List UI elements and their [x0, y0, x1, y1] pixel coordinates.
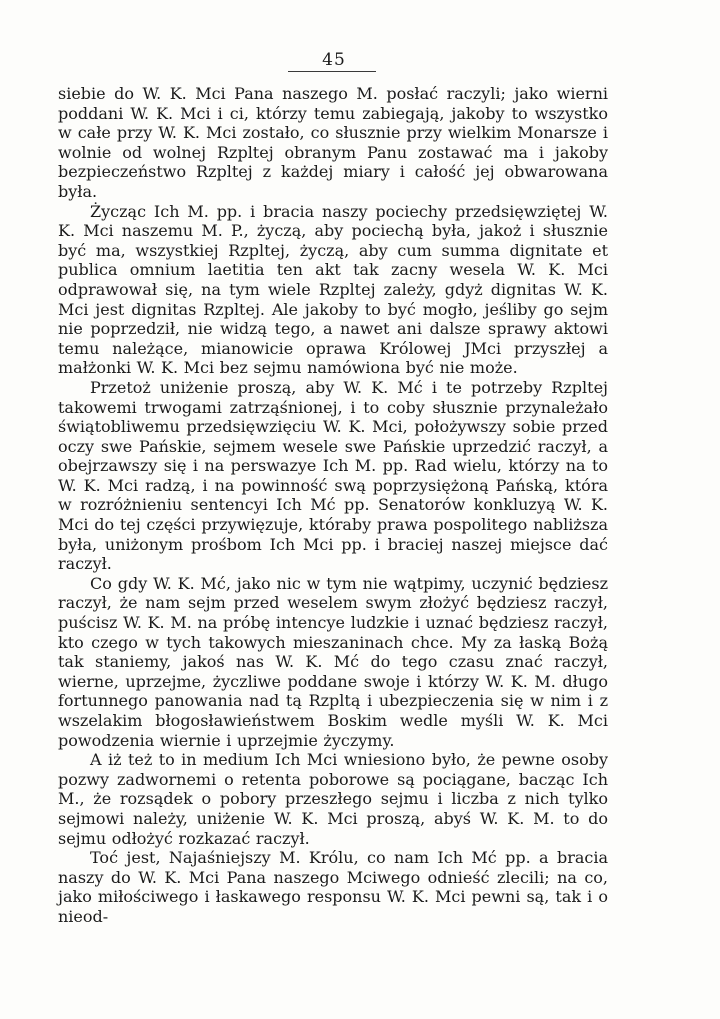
page-number: 45 [322, 50, 346, 70]
paragraph-1: siebie do W. K. Mci Pana naszego M. posłać raczyli; jako wierni poddani W. K. Mci i ci, którzy temu zabiegają, jakoby to wszystko w całe przy W. K. Mci zostało, co słusznie przy wielkim Monarsze i wolnie od wolnej Rzpltej obranym Panu zostawać ma i jakoby bezpieczeństwo Rzpltej z każdej miary i całość jej obwarowana była. [58, 84, 608, 201]
page-number-rule [288, 71, 376, 72]
text-body [58, 84, 608, 927]
paragraph-3: Przetoż uniżenie proszą, aby W. K. Mć i te potrzeby Rzpltej takowemi trwogami zatrząśnionej, i to coby słusznie przynależało świątobliwemu przedsięwzięciu W. K. Mci, położywszy sobie przed oczy swe Pańskie, sejmem wesele swe Pańskie uprzedzić raczył, a obejrzawszy się i na perswazye Ich M. pp. Rad wielu, którzy na to W. K. Mci radzą, i na powinność swą poprzysiężoną Pańską, która w rozróżnieniu sentencyi Ich Mć pp. Senatorów konkluzyą W. K. Mci do tej części przywięzuje, któraby prawa pospolitego nabliższa była, uniżonym prośbom Ich Mci pp. i braciej naszej miejsce dać raczył. [58, 377, 608, 574]
paragraph-2: Życząc Ich M. pp. i bracia naszy pociechy przedsięwziętej W. K. Mci naszemu M. P., życzą, aby pociechą była, jakoż i słusznie być ma, wszystkiej Rzpltej, życzą, aby cum summa dignitate et publica omnium laetitia ten akt tak zacny wesela W. K. Mci odprawował się, na tym wiele Rzpltej zależy, gdyż dignitas W. K. Mci jest dignitas Rzpltej. Ale jakoby to być mogło, jeśliby go sejm nie poprzedził, nie widzą tego, a nawet ani dalsze sprawy aktowi temu należące, mianowicie oprawa Królowej JMci przyszłej a małżonki W. K. Mci bez sejmu namówiona być nie może. [58, 201, 608, 378]
paragraph-6: Toć jest, Najaśniejszy M. Królu, co nam Ich Mć pp. a bracia naszy do W. K. Mci Pana naszego Mciwego odnieść zlecili; na co, jako miłościwego i łaskawego responsu W. K. Mci pewni są, tak i o nieod- [58, 848, 608, 926]
paragraph-5: A iż też to in medium Ich Mci wniesiono było, że pewne osoby pozwy zadwornemi o retenta poborowe są pociągane, bacząc Ich M., że rozsądek o pobory przeszłego sejmu i liczba z nich tylko sejmowi należy, uniżenie W. K. Mci proszą, abyś W. K. M. to do sejmu odłożyć rozkazać raczył. [58, 750, 608, 848]
paragraph-4: Co gdy W. K. Mć, jako nic w tym nie wątpimy, uczynić będziesz raczył, że nam sejm przed weselem swym złożyć będziesz raczył, puścisz W. K. M. na próbę intencye ludzkie i uznać będziesz raczył, kto czego w tych takowych mieszaninach chce. My za łaską Bożą tak staniemy, jakoś nas W. K. Mć do tego czasu znać raczył, wierne, uprzejme, życzliwe poddane swoje i którzy W. K. M. długo fortunnego panowania nad tą Rzpltą i ubezpieczenia się w nim i z wszelakim błogosławieństwem Boskim wedle myśli W. K. Mci powodzenia wiernie i uprzejmie życzymy. [58, 573, 608, 750]
